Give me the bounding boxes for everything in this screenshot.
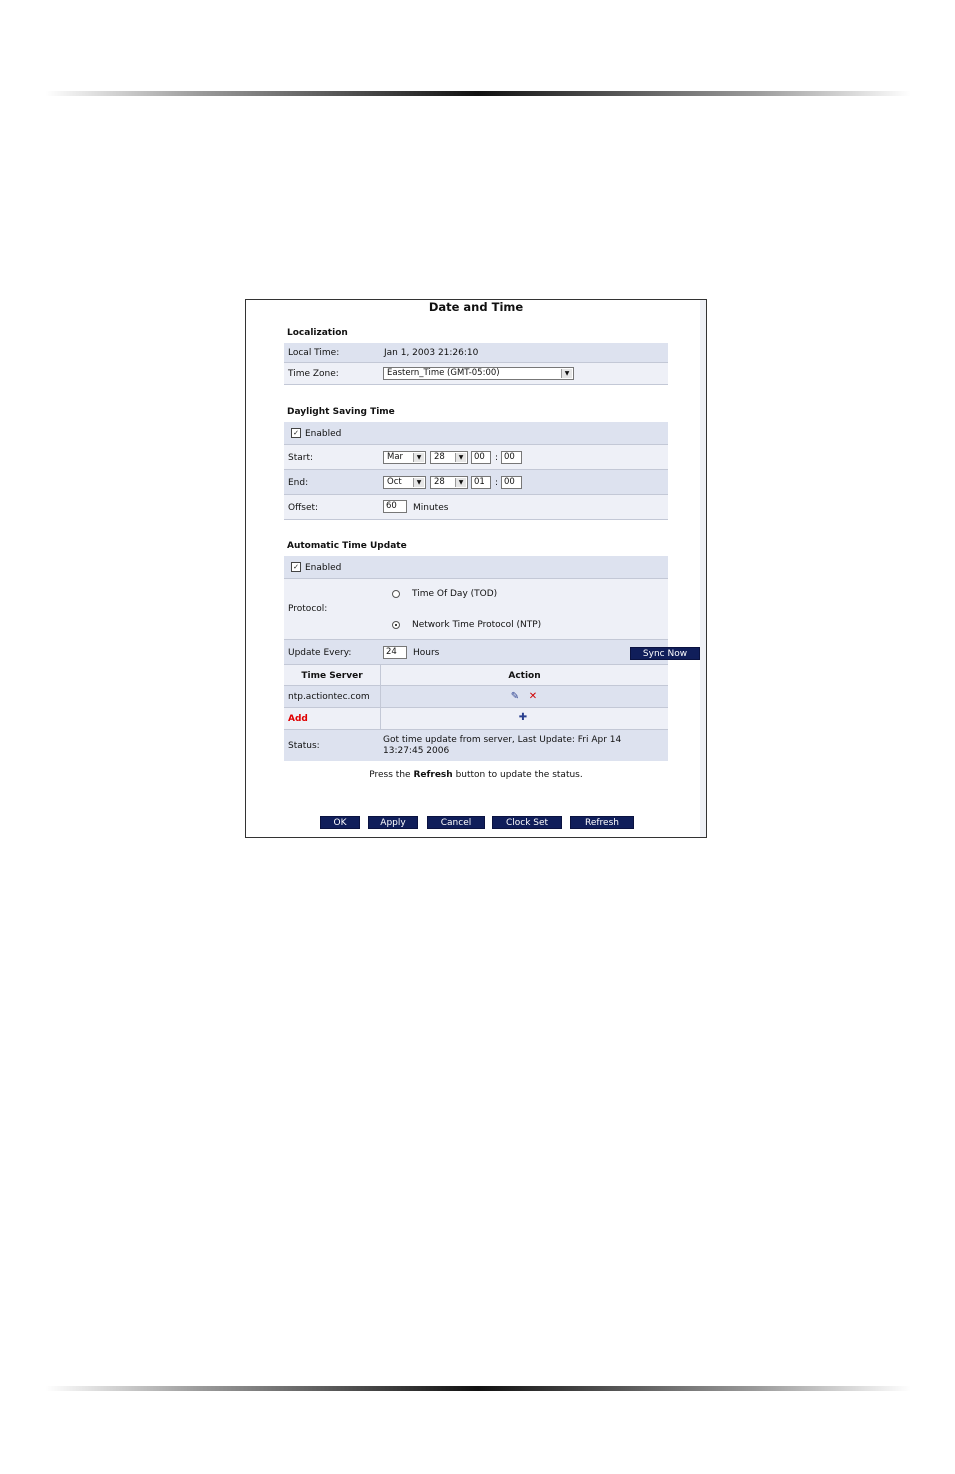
time-zone-row	[284, 363, 668, 385]
auto-enabled-row	[284, 556, 668, 579]
table-row	[284, 686, 668, 708]
page-title: Date and Time	[428, 300, 524, 314]
add-icon[interactable]: ✚	[518, 712, 528, 723]
add-server-link[interactable]: Add	[288, 714, 308, 724]
time-zone-selected: Eastern_Time (GMT-05:00)	[387, 368, 500, 378]
start-minute-input[interactable]: 00	[501, 451, 522, 464]
start-day-value: 28	[434, 452, 445, 462]
local-time-row	[284, 343, 668, 363]
delete-icon[interactable]: ✕	[528, 691, 538, 702]
protocol-row	[284, 579, 668, 640]
time-server-value: ntp.actiontec.com	[288, 692, 370, 702]
start-day-select[interactable]	[430, 451, 468, 464]
ntp-radio[interactable]	[392, 621, 400, 629]
dst-offset-label: Offset:	[288, 503, 319, 513]
note-suffix: button to update the status.	[452, 770, 583, 780]
dst-end-label: End:	[288, 478, 309, 488]
column-divider	[380, 686, 381, 707]
dst-start-label: Start:	[288, 453, 314, 463]
dst-offset-row	[284, 495, 668, 520]
start-colon: :	[495, 453, 499, 463]
update-every-row	[284, 640, 688, 665]
checkmark-icon: ✓	[293, 563, 299, 571]
chevron-down-icon: ▼	[455, 453, 466, 462]
update-every-unit: Hours	[413, 648, 440, 658]
top-rule	[45, 91, 911, 96]
column-divider	[380, 708, 381, 729]
bottom-rule	[45, 1386, 911, 1391]
dst-enabled-row	[284, 422, 668, 445]
ntp-label: Network Time Protocol (NTP)	[412, 620, 542, 630]
update-every-input[interactable]: 24	[383, 646, 407, 659]
apply-button[interactable]: Apply	[368, 816, 418, 829]
refresh-button[interactable]: Refresh	[570, 816, 634, 829]
action-header: Action	[508, 671, 541, 681]
time-zone-select[interactable]	[383, 367, 574, 380]
chevron-down-icon: ▼	[413, 453, 424, 462]
dst-title: Daylight Saving Time	[287, 407, 395, 417]
cancel-button[interactable]: Cancel	[427, 816, 485, 829]
dst-end-row	[284, 470, 668, 495]
offset-unit: Minutes	[413, 503, 449, 513]
ok-button[interactable]: OK	[320, 816, 360, 829]
sync-now-button[interactable]: Sync Now	[630, 647, 700, 660]
end-hour-input[interactable]: 01	[471, 476, 491, 489]
time-server-header: Time Server	[301, 671, 363, 681]
auto-update-title: Automatic Time Update	[287, 541, 407, 551]
update-every-label: Update Every:	[288, 648, 352, 658]
tod-label: Time Of Day (TOD)	[412, 589, 498, 599]
server-table-header	[284, 665, 668, 686]
status-label: Status:	[288, 741, 320, 751]
end-month-select[interactable]	[383, 476, 426, 489]
clock-set-button[interactable]: Clock Set	[492, 816, 562, 829]
dst-enabled-checkbox[interactable]	[291, 428, 301, 438]
edit-icon[interactable]: ✎	[510, 691, 520, 702]
status-line-1: Got time update from server, Last Update: Fri Apr 14	[383, 735, 622, 745]
chevron-down-icon: ▼	[455, 478, 466, 487]
chevron-down-icon: ▼	[413, 478, 424, 487]
time-zone-label: Time Zone:	[288, 369, 339, 379]
note-bold: Refresh	[413, 770, 453, 780]
dst-start-row	[284, 445, 668, 470]
date-time-window	[245, 299, 707, 838]
dst-enabled-label: Enabled	[305, 429, 342, 439]
end-minute-input[interactable]: 00	[501, 476, 522, 489]
end-day-value: 28	[434, 477, 445, 487]
auto-enabled-checkbox[interactable]	[291, 562, 301, 572]
end-month-value: Oct	[387, 477, 402, 487]
window-scrollbar[interactable]	[700, 300, 706, 837]
status-row	[284, 730, 668, 761]
note-prefix: Press the	[369, 770, 414, 780]
protocol-label: Protocol:	[288, 604, 328, 614]
chevron-down-icon: ▼	[561, 369, 572, 378]
localization-title: Localization	[287, 328, 348, 338]
local-time-value: Jan 1, 2003 21:26:10	[384, 348, 479, 358]
status-line-2: 13:27:45 2006	[383, 746, 450, 756]
start-month-select[interactable]	[383, 451, 426, 464]
tod-radio[interactable]	[392, 590, 400, 598]
refresh-note	[246, 770, 706, 780]
offset-input[interactable]: 60	[383, 500, 407, 513]
checkmark-icon: ✓	[293, 429, 299, 437]
start-hour-input[interactable]: 00	[471, 451, 491, 464]
end-colon: :	[495, 478, 499, 488]
auto-enabled-label: Enabled	[305, 563, 342, 573]
add-row	[284, 708, 668, 730]
end-day-select[interactable]	[430, 476, 468, 489]
start-month-value: Mar	[387, 452, 404, 462]
local-time-label: Local Time:	[288, 348, 340, 358]
